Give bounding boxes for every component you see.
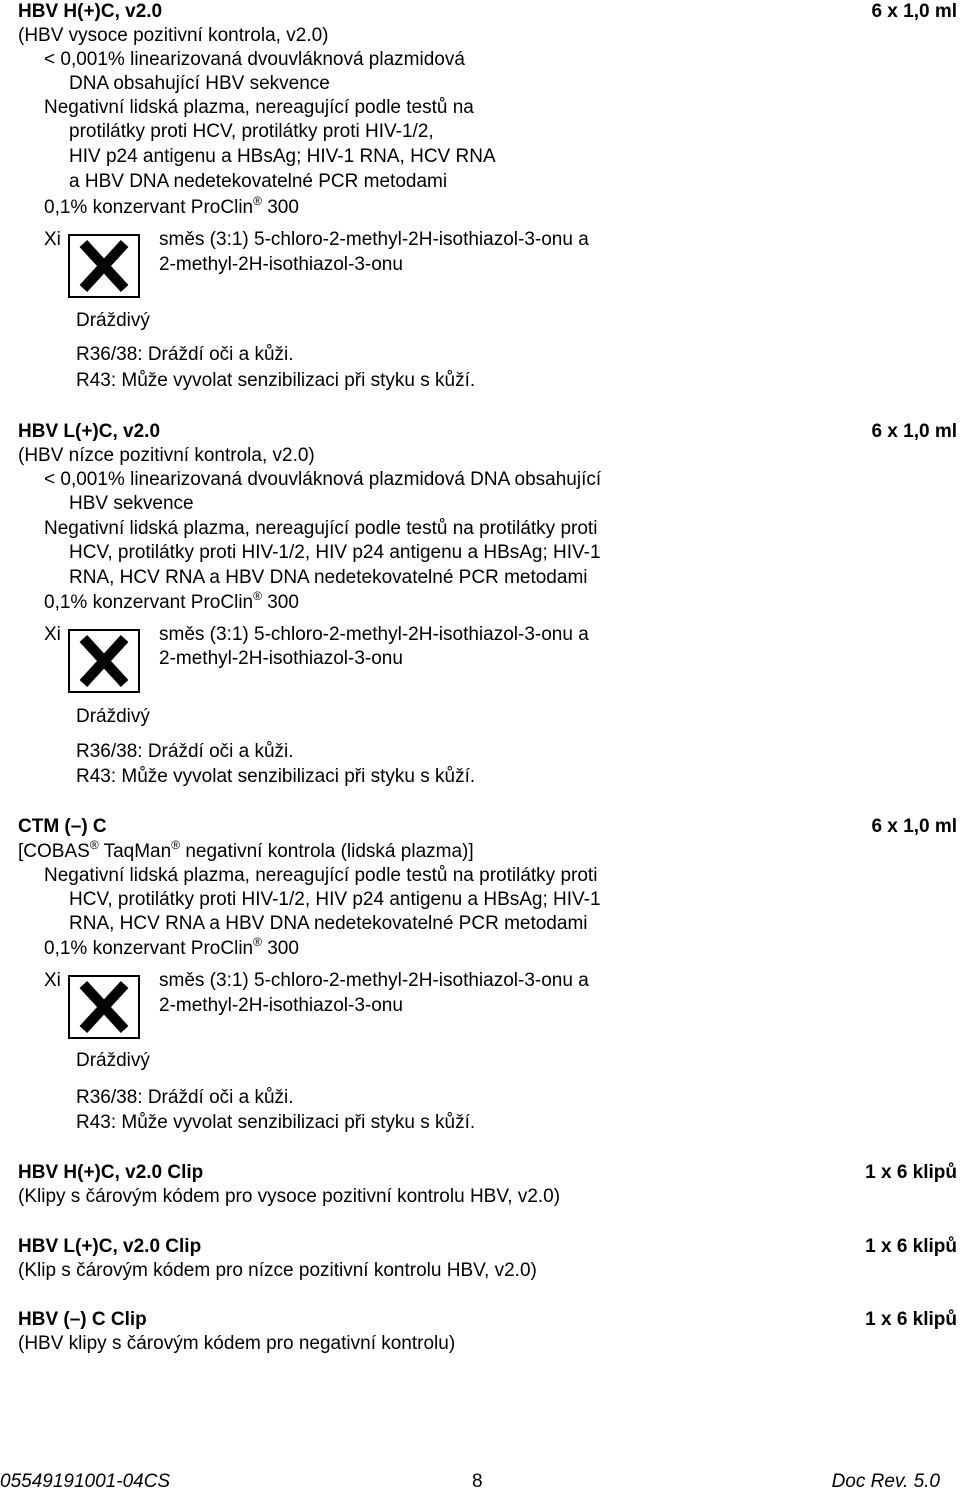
section-1-risk: R43: Může vyvolat senzibilizaci při styku s kůží. xyxy=(76,370,476,391)
section-3-quantity: 6 x 1,0 ml xyxy=(871,816,957,837)
section-2-item: < 0,001% linearizovaná dvouvláknová plazmidová DNA obsahující xyxy=(44,469,602,490)
registered-mark: ® xyxy=(89,838,99,852)
section-1-hazard-desc: směs (3:1) 5-chloro-2-methyl-2H-isothiazol-3-onu a xyxy=(159,229,589,250)
clip-3-desc: (HBV klipy s čárovým kódem pro negativní kontrolu) xyxy=(18,1333,456,1354)
footer-doc-number: 05549191001-04CS xyxy=(0,1471,171,1492)
section-3-item: Negativní lidská plazma, nereagující podle testů na protilátky proti xyxy=(44,865,598,886)
clip-3-title: HBV (–) C Clip xyxy=(18,1309,147,1330)
section-3-subtitle xyxy=(18,840,474,864)
section-2-item: HBV sekvence xyxy=(69,493,194,514)
registered-mark: ® xyxy=(253,194,262,208)
section-3-hazard-desc: směs (3:1) 5-chloro-2-methyl-2H-isothiazol-3-onu a xyxy=(159,970,589,991)
section-2-title: HBV L(+)C, v2.0 xyxy=(18,421,161,442)
section-2-preservative xyxy=(44,591,299,615)
section-1-subtitle: (HBV vysoce pozitivní kontrola, v2.0) xyxy=(18,25,329,46)
section-2-risk: R36/38: Dráždí oči a kůži. xyxy=(76,741,294,762)
subtitle-part: [COBAS xyxy=(18,841,90,862)
clip-2-title: HBV L(+)C, v2.0 Clip xyxy=(18,1236,202,1257)
section-3-risk: R43: Může vyvolat senzibilizaci při styku s kůží. xyxy=(76,1112,476,1133)
irritant-hazard-icon xyxy=(68,975,140,1039)
irritant-hazard-icon xyxy=(68,629,140,693)
clip-1-desc: (Klipy s čárovým kódem pro vysoce pozitivní kontrolu HBV, v2.0) xyxy=(18,1186,561,1207)
clip-2-quantity: 1 x 6 klipů xyxy=(865,1236,957,1257)
section-1-hazard-code: Xi xyxy=(44,229,61,250)
preservative-number: 300 xyxy=(267,197,299,218)
section-1-item: protilátky proti HCV, protilátky proti HIV-1/2, xyxy=(69,121,434,142)
section-1-item: Negativní lidská plazma, nereagující podle testů na xyxy=(44,97,474,118)
registered-mark: ® xyxy=(253,935,262,949)
section-1-item: a HBV DNA nedetekovatelné PCR metodami xyxy=(69,171,448,192)
subtitle-part: negativní kontrola (lidská plazma)] xyxy=(185,841,474,862)
registered-mark: ® xyxy=(253,589,262,603)
section-2-hazard-code: Xi xyxy=(44,624,61,645)
preservative-text: 0,1% konzervant ProClin xyxy=(44,592,254,613)
section-2-item: Negativní lidská plazma, nereagující podle testů na protilátky proti xyxy=(44,518,598,539)
section-2-item: RNA, HCV RNA a HBV DNA nedetekovatelné PCR metodami xyxy=(69,567,588,588)
section-1-title: HBV H(+)C, v2.0 xyxy=(18,1,163,22)
section-1-preservative xyxy=(44,196,299,220)
subtitle-part: TaqMan xyxy=(103,841,172,862)
section-3-hazard-desc: 2-methyl-2H-isothiazol-3-onu xyxy=(159,995,403,1016)
preservative-number: 300 xyxy=(267,592,299,613)
section-3-title: CTM (–) C xyxy=(18,816,107,837)
section-1-item: DNA obsahující HBV sekvence xyxy=(69,73,330,94)
clip-1-title: HBV H(+)C, v2.0 Clip xyxy=(18,1162,204,1183)
section-1-item: < 0,001% linearizovaná dvouvláknová plazmidová xyxy=(44,49,465,70)
section-2-hazard-desc: směs (3:1) 5-chloro-2-methyl-2H-isothiazol-3-onu a xyxy=(159,624,589,645)
section-1-risk: R36/38: Dráždí oči a kůži. xyxy=(76,344,294,365)
irritant-hazard-icon xyxy=(68,234,140,298)
section-1-quantity: 6 x 1,0 ml xyxy=(871,1,957,22)
preservative-text: 0,1% konzervant ProClin xyxy=(44,197,254,218)
section-2-hazard-label: Dráždivý xyxy=(76,706,150,727)
section-3-item: HCV, protilátky proti HIV-1/2, HIV p24 antigenu a HBsAg; HIV-1 xyxy=(69,889,601,910)
section-1-hazard-label: Dráždivý xyxy=(76,310,150,331)
clip-2-desc: (Klip s čárovým kódem pro nízce pozitivní kontrolu HBV, v2.0) xyxy=(18,1260,537,1281)
clip-1-quantity: 1 x 6 klipů xyxy=(865,1162,957,1183)
registered-mark: ® xyxy=(171,838,181,852)
clip-3-quantity: 1 x 6 klipů xyxy=(865,1309,957,1330)
preservative-number: 300 xyxy=(267,938,299,959)
section-2-hazard-desc: 2-methyl-2H-isothiazol-3-onu xyxy=(159,648,403,669)
section-2-item: HCV, protilátky proti HIV-1/2, HIV p24 antigenu a HBsAg; HIV-1 xyxy=(69,542,601,563)
section-1-item: HIV p24 antigenu a HBsAg; HIV-1 RNA, HCV RNA xyxy=(69,146,496,167)
section-2-quantity: 6 x 1,0 ml xyxy=(871,421,957,442)
section-3-risk: R36/38: Dráždí oči a kůži. xyxy=(76,1087,294,1108)
preservative-text: 0,1% konzervant ProClin xyxy=(44,938,254,959)
section-1-hazard-desc: 2-methyl-2H-isothiazol-3-onu xyxy=(159,254,403,275)
section-3-hazard-label: Dráždivý xyxy=(76,1050,150,1071)
section-3-preservative xyxy=(44,937,299,961)
section-3-item: RNA, HCV RNA a HBV DNA nedetekovatelné PCR metodami xyxy=(69,913,588,934)
section-2-subtitle: (HBV nízce pozitivní kontrola, v2.0) xyxy=(18,445,315,466)
section-2-risk: R43: Může vyvolat senzibilizaci při styku s kůží. xyxy=(76,766,476,787)
footer-page-number: 8 xyxy=(472,1471,483,1492)
footer-revision: Doc Rev. 5.0 xyxy=(831,1471,940,1492)
section-3-hazard-code: Xi xyxy=(44,970,61,991)
